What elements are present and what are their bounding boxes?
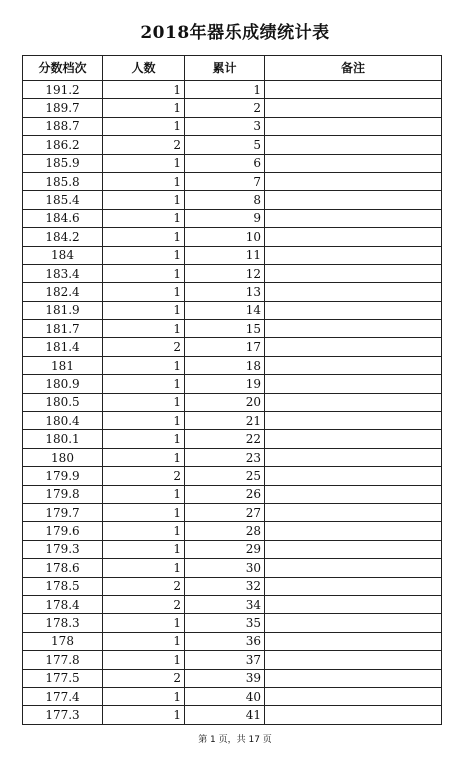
header-count: 人数 (103, 56, 185, 81)
score-table (22, 55, 442, 725)
table-body (23, 81, 442, 725)
cumulative-cell: 41 (185, 706, 265, 724)
cumulative-cell: 25 (185, 467, 265, 485)
cumulative-cell: 5 (185, 136, 265, 154)
note-cell (265, 503, 442, 521)
note-cell (265, 191, 442, 209)
score-cell: 177.4 (23, 687, 103, 705)
count-cell: 1 (103, 375, 185, 393)
score-cell: 186.2 (23, 136, 103, 154)
cumulative-cell: 3 (185, 117, 265, 135)
note-cell (265, 393, 442, 411)
table-row (23, 706, 442, 724)
score-cell: 185.4 (23, 191, 103, 209)
cumulative-cell: 2 (185, 99, 265, 117)
count-cell: 2 (103, 338, 185, 356)
table-row (23, 117, 442, 135)
count-cell: 2 (103, 577, 185, 595)
note-cell (265, 209, 442, 227)
score-cell: 191.2 (23, 81, 103, 99)
cumulative-cell: 14 (185, 301, 265, 319)
note-cell (265, 669, 442, 687)
score-cell: 185.9 (23, 154, 103, 172)
count-cell: 1 (103, 356, 185, 374)
count-cell: 1 (103, 283, 185, 301)
table-row (23, 669, 442, 687)
table-header-row (23, 56, 442, 81)
cumulative-cell: 12 (185, 264, 265, 282)
cumulative-cell: 7 (185, 172, 265, 190)
note-cell (265, 81, 442, 99)
note-cell (265, 283, 442, 301)
cumulative-cell: 19 (185, 375, 265, 393)
cumulative-cell: 40 (185, 687, 265, 705)
count-cell: 1 (103, 485, 185, 503)
header-note: 备注 (265, 56, 442, 81)
score-cell: 180.9 (23, 375, 103, 393)
table-row (23, 320, 442, 338)
cumulative-cell: 27 (185, 503, 265, 521)
score-cell: 179.9 (23, 467, 103, 485)
count-cell: 2 (103, 669, 185, 687)
count-cell: 1 (103, 559, 185, 577)
note-cell (265, 632, 442, 650)
table-row (23, 301, 442, 319)
table-row (23, 99, 442, 117)
note-cell (265, 706, 442, 724)
cumulative-cell: 22 (185, 430, 265, 448)
score-cell: 177.8 (23, 651, 103, 669)
count-cell: 2 (103, 467, 185, 485)
score-cell: 178.4 (23, 595, 103, 613)
cumulative-cell: 1 (185, 81, 265, 99)
document-title: 2018年器乐成绩统计表 (140, 23, 330, 43)
score-cell: 179.7 (23, 503, 103, 521)
count-cell: 1 (103, 540, 185, 558)
table-row (23, 172, 442, 190)
score-cell: 179.8 (23, 485, 103, 503)
count-cell: 1 (103, 393, 185, 411)
count-cell: 1 (103, 651, 185, 669)
score-cell: 184.6 (23, 209, 103, 227)
note-cell (265, 522, 442, 540)
cumulative-cell: 11 (185, 246, 265, 264)
score-cell: 180 (23, 448, 103, 466)
note-cell (265, 577, 442, 595)
cumulative-cell: 26 (185, 485, 265, 503)
note-cell (265, 448, 442, 466)
score-cell: 183.4 (23, 264, 103, 282)
page-footer: 第 1 页，共 17 页 (198, 735, 272, 745)
cumulative-cell: 36 (185, 632, 265, 650)
note-cell (265, 99, 442, 117)
count-cell: 1 (103, 228, 185, 246)
score-cell: 180.4 (23, 412, 103, 430)
count-cell: 1 (103, 172, 185, 190)
table-row (23, 485, 442, 503)
note-cell (265, 412, 442, 430)
note-cell (265, 614, 442, 632)
note-cell (265, 430, 442, 448)
cumulative-cell: 37 (185, 651, 265, 669)
count-cell: 1 (103, 448, 185, 466)
score-cell: 180.5 (23, 393, 103, 411)
count-cell: 1 (103, 632, 185, 650)
cumulative-cell: 29 (185, 540, 265, 558)
count-cell: 1 (103, 209, 185, 227)
count-cell: 1 (103, 320, 185, 338)
score-cell: 180.1 (23, 430, 103, 448)
note-cell (265, 687, 442, 705)
count-cell: 1 (103, 264, 185, 282)
table-row (23, 687, 442, 705)
note-cell (265, 467, 442, 485)
count-cell: 1 (103, 706, 185, 724)
cumulative-cell: 9 (185, 209, 265, 227)
note-cell (265, 264, 442, 282)
score-cell: 181.4 (23, 338, 103, 356)
count-cell: 1 (103, 117, 185, 135)
cumulative-cell: 20 (185, 393, 265, 411)
note-cell (265, 540, 442, 558)
note-cell (265, 338, 442, 356)
table-row (23, 356, 442, 374)
table-row (23, 228, 442, 246)
score-cell: 188.7 (23, 117, 103, 135)
score-cell: 181.9 (23, 301, 103, 319)
table-row (23, 246, 442, 264)
score-cell: 178.3 (23, 614, 103, 632)
score-cell: 177.5 (23, 669, 103, 687)
score-cell: 189.7 (23, 99, 103, 117)
table-row (23, 81, 442, 99)
note-cell (265, 595, 442, 613)
note-cell (265, 136, 442, 154)
count-cell: 1 (103, 81, 185, 99)
table-row (23, 651, 442, 669)
table-row (23, 503, 442, 521)
cumulative-cell: 15 (185, 320, 265, 338)
table-row (23, 595, 442, 613)
count-cell: 1 (103, 614, 185, 632)
cumulative-cell: 39 (185, 669, 265, 687)
cumulative-cell: 28 (185, 522, 265, 540)
count-cell: 1 (103, 191, 185, 209)
score-cell: 181.7 (23, 320, 103, 338)
note-cell (265, 356, 442, 374)
table-row (23, 467, 442, 485)
table-row (23, 209, 442, 227)
score-cell: 185.8 (23, 172, 103, 190)
score-cell: 178.5 (23, 577, 103, 595)
note-cell (265, 559, 442, 577)
table-row (23, 338, 442, 356)
score-cell: 184.2 (23, 228, 103, 246)
count-cell: 1 (103, 430, 185, 448)
table-row (23, 136, 442, 154)
table-row (23, 522, 442, 540)
note-cell (265, 485, 442, 503)
note-cell (265, 320, 442, 338)
cumulative-cell: 23 (185, 448, 265, 466)
table-row (23, 540, 442, 558)
score-cell: 181 (23, 356, 103, 374)
count-cell: 1 (103, 246, 185, 264)
cumulative-cell: 6 (185, 154, 265, 172)
count-cell: 1 (103, 412, 185, 430)
count-cell: 2 (103, 595, 185, 613)
header-cumulative: 累计 (185, 56, 265, 81)
table-row (23, 412, 442, 430)
cumulative-cell: 17 (185, 338, 265, 356)
table-row (23, 577, 442, 595)
note-cell (265, 154, 442, 172)
note-cell (265, 301, 442, 319)
note-cell (265, 172, 442, 190)
score-cell: 182.4 (23, 283, 103, 301)
score-cell: 179.6 (23, 522, 103, 540)
cumulative-cell: 8 (185, 191, 265, 209)
count-cell: 1 (103, 154, 185, 172)
note-cell (265, 228, 442, 246)
table-row (23, 448, 442, 466)
header-score-level: 分数档次 (23, 56, 103, 81)
score-cell: 184 (23, 246, 103, 264)
table-row (23, 191, 442, 209)
score-cell: 178.6 (23, 559, 103, 577)
count-cell: 1 (103, 522, 185, 540)
note-cell (265, 246, 442, 264)
count-cell: 1 (103, 503, 185, 521)
cumulative-cell: 32 (185, 577, 265, 595)
note-cell (265, 651, 442, 669)
count-cell: 1 (103, 301, 185, 319)
score-cell: 178 (23, 632, 103, 650)
score-cell: 177.3 (23, 706, 103, 724)
cumulative-cell: 13 (185, 283, 265, 301)
table-row (23, 632, 442, 650)
note-cell (265, 375, 442, 393)
cumulative-cell: 10 (185, 228, 265, 246)
table-row (23, 375, 442, 393)
table-row (23, 559, 442, 577)
table-row (23, 614, 442, 632)
score-cell: 179.3 (23, 540, 103, 558)
cumulative-cell: 21 (185, 412, 265, 430)
cumulative-cell: 34 (185, 595, 265, 613)
table-row (23, 393, 442, 411)
cumulative-cell: 35 (185, 614, 265, 632)
table-row (23, 154, 442, 172)
note-cell (265, 117, 442, 135)
count-cell: 2 (103, 136, 185, 154)
table-row (23, 430, 442, 448)
count-cell: 1 (103, 99, 185, 117)
cumulative-cell: 30 (185, 559, 265, 577)
table-row (23, 264, 442, 282)
count-cell: 1 (103, 687, 185, 705)
table-row (23, 283, 442, 301)
cumulative-cell: 18 (185, 356, 265, 374)
